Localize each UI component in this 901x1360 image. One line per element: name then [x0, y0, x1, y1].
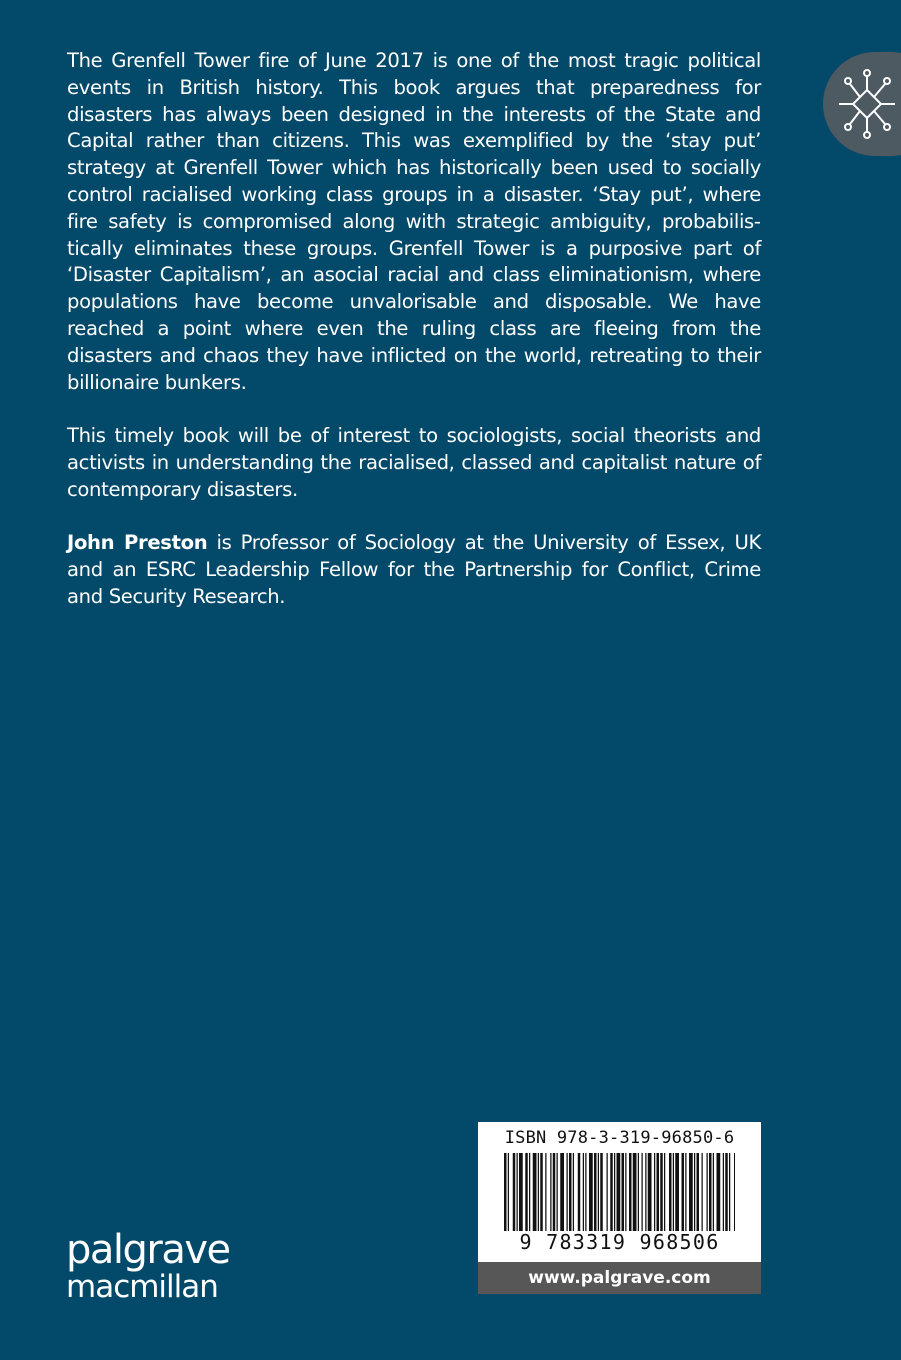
series-badge: [823, 52, 901, 156]
barcode-digits: 9 783319 968506: [519, 1230, 720, 1254]
barcode-bars: [504, 1153, 735, 1231]
back-cover-blurb: [67, 48, 761, 638]
author-bio-text: is Professor of Sociology at the University of Essex, UK and an ESRC Leadership Fellow for the Partnership for Conflict, Crime and Security Research.: [67, 531, 761, 608]
blurb-paragraph-1: The Grenfell Tower fire of June 2017 is one of the most tragic political events in British history. This book argues that preparedness for disasters has always been designed in the interests of the State and Capital rather than citizens. This was exemplified by the ‘stay put’ strategy at Grenfell Tower which has historically been used to socially control racialised working class groups in a disaster. ‘Stay put’, where fire safety is compromised along with strategic ambiguity, probabilistically eliminates these groups. Grenfell Tower is a purposive part of ‘Disaster Capitalism’, an asocial racial and class eliminationism, where populations have become unvalorisable and disposable. We have reached a point where even the ruling class are fleeing from the disasters and chaos they have inflicted on the world, retreating to their billionaire bunkers.: [67, 49, 761, 394]
network-node-icon: [837, 62, 897, 146]
publisher-logo: [66, 1227, 230, 1305]
logo-palgrave: palgrave: [66, 1227, 230, 1273]
logo-macmillan: macmillan: [66, 1269, 218, 1305]
publisher-url: www.palgrave.com: [478, 1262, 761, 1294]
blurb-paragraph-2: This timely book will be of interest to sociologists, social theorists and activists in understanding the racialised, classed and capitalist nature of contemporary disasters.: [67, 424, 761, 501]
author-bio: [67, 530, 761, 610]
barcode-panel: [478, 1122, 761, 1294]
isbn-label: ISBN 978-3-319-96850-6: [504, 1128, 735, 1148]
author-name: John Preston: [67, 531, 208, 555]
